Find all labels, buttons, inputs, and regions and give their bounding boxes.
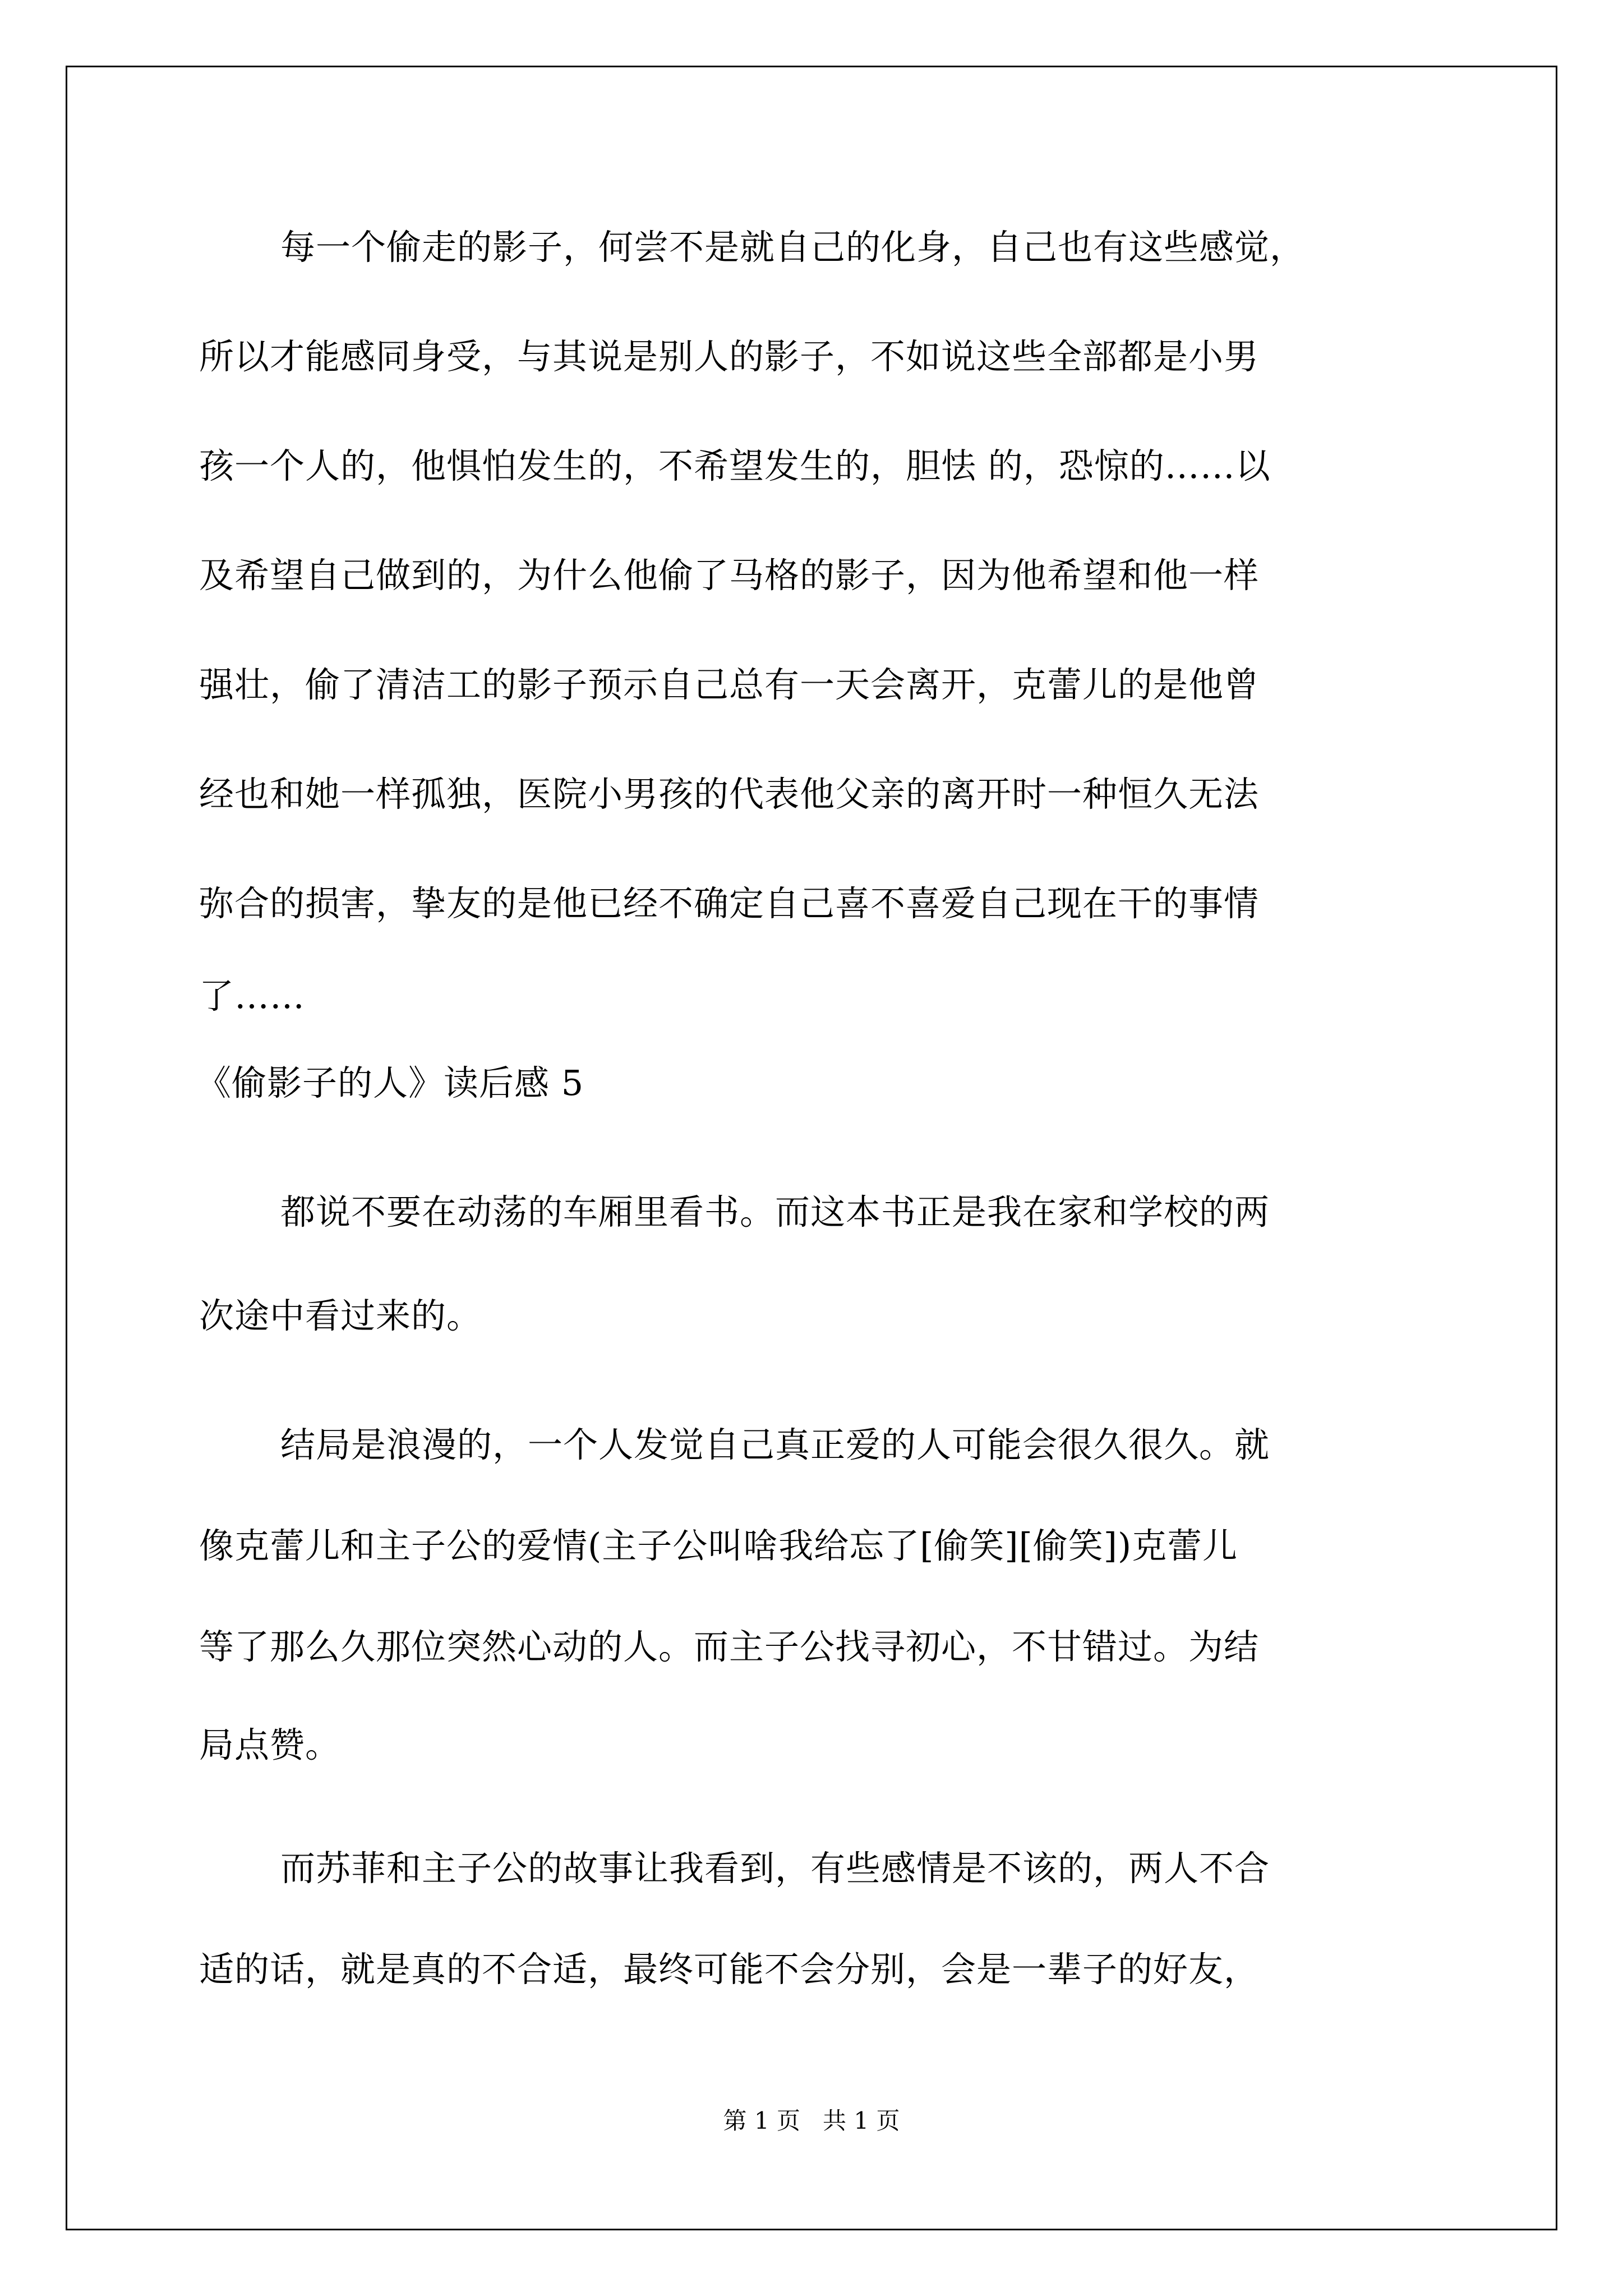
text-line: 像克蕾儿和主子公的爱情(主子公叫啥我给忘了[偷笑][偷笑])克蕾儿 [199, 1525, 1238, 1566]
text-line: 孩一个人的，他惧怕发生的，不希望发生的，胆怯 的，恐惊的……以 [199, 445, 1271, 486]
page-number-footer: 第 1 页 共 1 页 [723, 2107, 900, 2134]
text-line: 次途中看过来的。 [199, 1295, 482, 1336]
text-line: 局点赞。 [199, 1724, 341, 1765]
text-line: 所以才能感同身受，与其说是别人的影子，不如说这些全部都是小男 [199, 336, 1260, 377]
text-line: 适的话，就是真的不合适，最终可能不会分别，会是一辈子的好友， [199, 1949, 1260, 1990]
text-line: 及希望自己做到的，为什么他偷了马格的影子，因为他希望和他一样 [199, 555, 1260, 596]
section-title: 《偷影子的人》读后感 5 [196, 1062, 584, 1103]
text-line: 了…… [199, 976, 306, 1016]
text-line: 每一个偷走的影子，何尝不是就自己的化身，自己也有这些感觉， [280, 227, 1306, 268]
text-line: 弥合的损害，挚友的是他已经不确定自己喜不喜爱自己现在干的事情 [199, 883, 1260, 924]
text-line: 而苏菲和主子公的故事让我看到，有些感情是不该的，两人不合 [280, 1848, 1270, 1889]
page-border [66, 66, 1557, 2230]
text-line: 经也和她一样孤独，医院小男孩的代表他父亲的离开时一种恒久无法 [199, 774, 1260, 815]
text-line: 都说不要在动荡的车厢里看书。而这本书正是我在家和学校的两 [280, 1191, 1270, 1232]
text-line: 强壮，偷了清洁工的影子预示自己总有一天会离开，克蕾儿的是他曾 [199, 664, 1260, 705]
text-line: 等了那么久那位突然心动的人。而主子公找寻初心，不甘错过。为结 [199, 1626, 1260, 1667]
text-line: 结局是浪漫的，一个人发觉自己真正爱的人可能会很久很久。就 [280, 1424, 1270, 1465]
